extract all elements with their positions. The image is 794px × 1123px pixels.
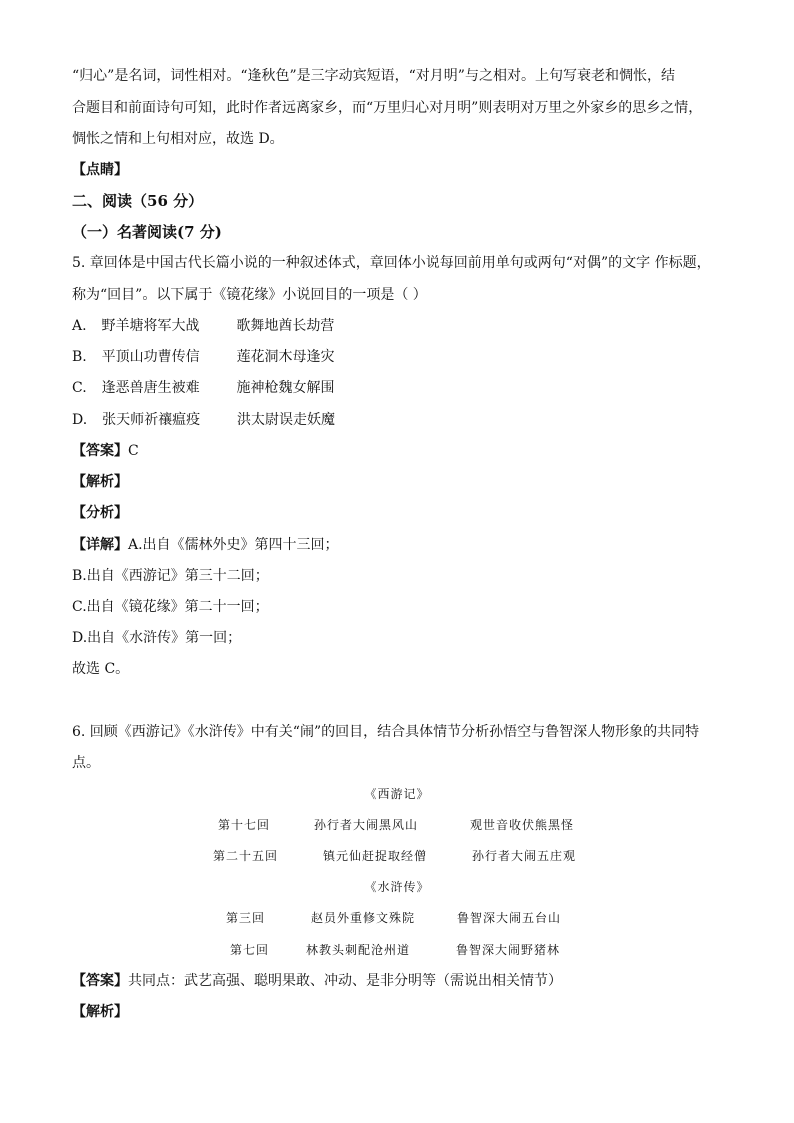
detail-line: C.出自《镜花缘》第二十一回； — [72, 599, 269, 615]
detail-text: A.出自《儒林外史》第四十三回； — [128, 537, 339, 553]
option-text: 平顶山功曹传信 — [101, 349, 200, 365]
option-text: 洪太尉误走妖魔 — [237, 412, 335, 428]
option-text: 逢恶兽唐生被难 — [101, 380, 200, 396]
fenxi-tag: 【分析】 — [72, 505, 128, 521]
option-letter: A. — [72, 318, 87, 334]
jiexi-tag: 【解析】 — [72, 1004, 128, 1020]
option-text: 莲花洞木母逢灾 — [236, 349, 335, 365]
chapter-no: 第七回 — [230, 943, 270, 957]
section-subtitle: （一）名著阅读(7 分) — [72, 223, 222, 241]
chapter-no: 第十七回 — [218, 818, 271, 832]
chapter-no: 第二十五回 — [213, 849, 279, 863]
option-letter: B. — [72, 349, 87, 365]
chapter-title-b: 鲁智深大闹野猪林 — [456, 943, 561, 957]
q6-stem: 点。 — [72, 755, 100, 771]
paragraph-line: “归心”是名词，词性相对。“逢秋色”是三字动宾短语，“对月明”与之相对。上句写衰老和惆怅，结 — [72, 68, 675, 84]
option-letter: C. — [72, 380, 87, 396]
q5-stem: 5. 章回体是中国古代长篇小说的一种叙述体式，章回体小说每回前用单句或两句“对偶”的文字 作标题， — [72, 255, 711, 271]
option-text: 张天师祈禳瘟疫 — [102, 412, 201, 428]
q5-option-c — [72, 378, 334, 398]
q6-stem: 6. 回顾《西游记》《水浒传》中有关“闹”的回目，结合具体情节分析孙悟空与鲁智深人物形象的共同特 — [72, 724, 700, 740]
detail-line: B.出自《西游记》第三十二回； — [72, 568, 269, 584]
answer-tag: 【答案】 — [72, 973, 128, 989]
option-text: 野羊塘将军大战 — [101, 318, 200, 334]
q6-answer — [72, 971, 562, 991]
paragraph-line: 合题目和前面诗句可知，此时作者远离家乡，而“万里归心对月明”则表明对万里之外家乡的思乡之情， — [72, 100, 703, 116]
option-letter: D. — [72, 412, 88, 428]
q5-option-b — [72, 347, 335, 367]
dianjing-tag: 【点睛】 — [72, 162, 128, 178]
paragraph-line: 惆怅之情和上句相对应，故选 D。 — [72, 131, 284, 147]
detail-tag: 【详解】 — [72, 537, 128, 553]
chapter-title-b: 鲁智深大闹五台山 — [457, 911, 562, 925]
answer-text: C — [128, 443, 139, 459]
book-title: 《西游记》 — [364, 787, 430, 801]
q5-option-a — [72, 316, 334, 336]
conclusion: 故选 C。 — [72, 661, 130, 677]
option-text: 施神枪魏女解围 — [236, 380, 335, 396]
chapter-title-a: 林教头刺配沧州道 — [306, 943, 411, 957]
answer-tag: 【答案】 — [72, 443, 128, 459]
chapter-title-b: 观世音收伏熊黑怪 — [470, 818, 575, 832]
q5-option-d — [72, 410, 335, 430]
chapter-title-a: 孙行者大闹黑风山 — [314, 818, 419, 832]
q5-answer — [72, 441, 139, 461]
chapter-no: 第三回 — [226, 911, 266, 925]
answer-text: 共同点：武艺高强、聪明果敢、冲动、是非分明等（需说出相关情节） — [128, 973, 562, 989]
option-text: 歌舞地酋长劫营 — [236, 318, 335, 334]
q5-stem: 称为“回目”。以下属于《镜花缘》小说回目的一项是（ ） — [72, 287, 427, 303]
jiexi-tag: 【解析】 — [72, 474, 128, 490]
book-title: 《水浒传》 — [364, 880, 430, 894]
detail-line: D.出自《水浒传》第一回； — [72, 630, 242, 646]
section-title: 二、阅读（56 分） — [72, 192, 204, 210]
chapter-title-b: 孙行者大闹五庄观 — [472, 849, 577, 863]
detail-line — [72, 535, 339, 555]
chapter-title-a: 赵员外重修文殊院 — [311, 911, 416, 925]
chapter-title-a: 镇元仙赶捉取经僧 — [323, 849, 428, 863]
